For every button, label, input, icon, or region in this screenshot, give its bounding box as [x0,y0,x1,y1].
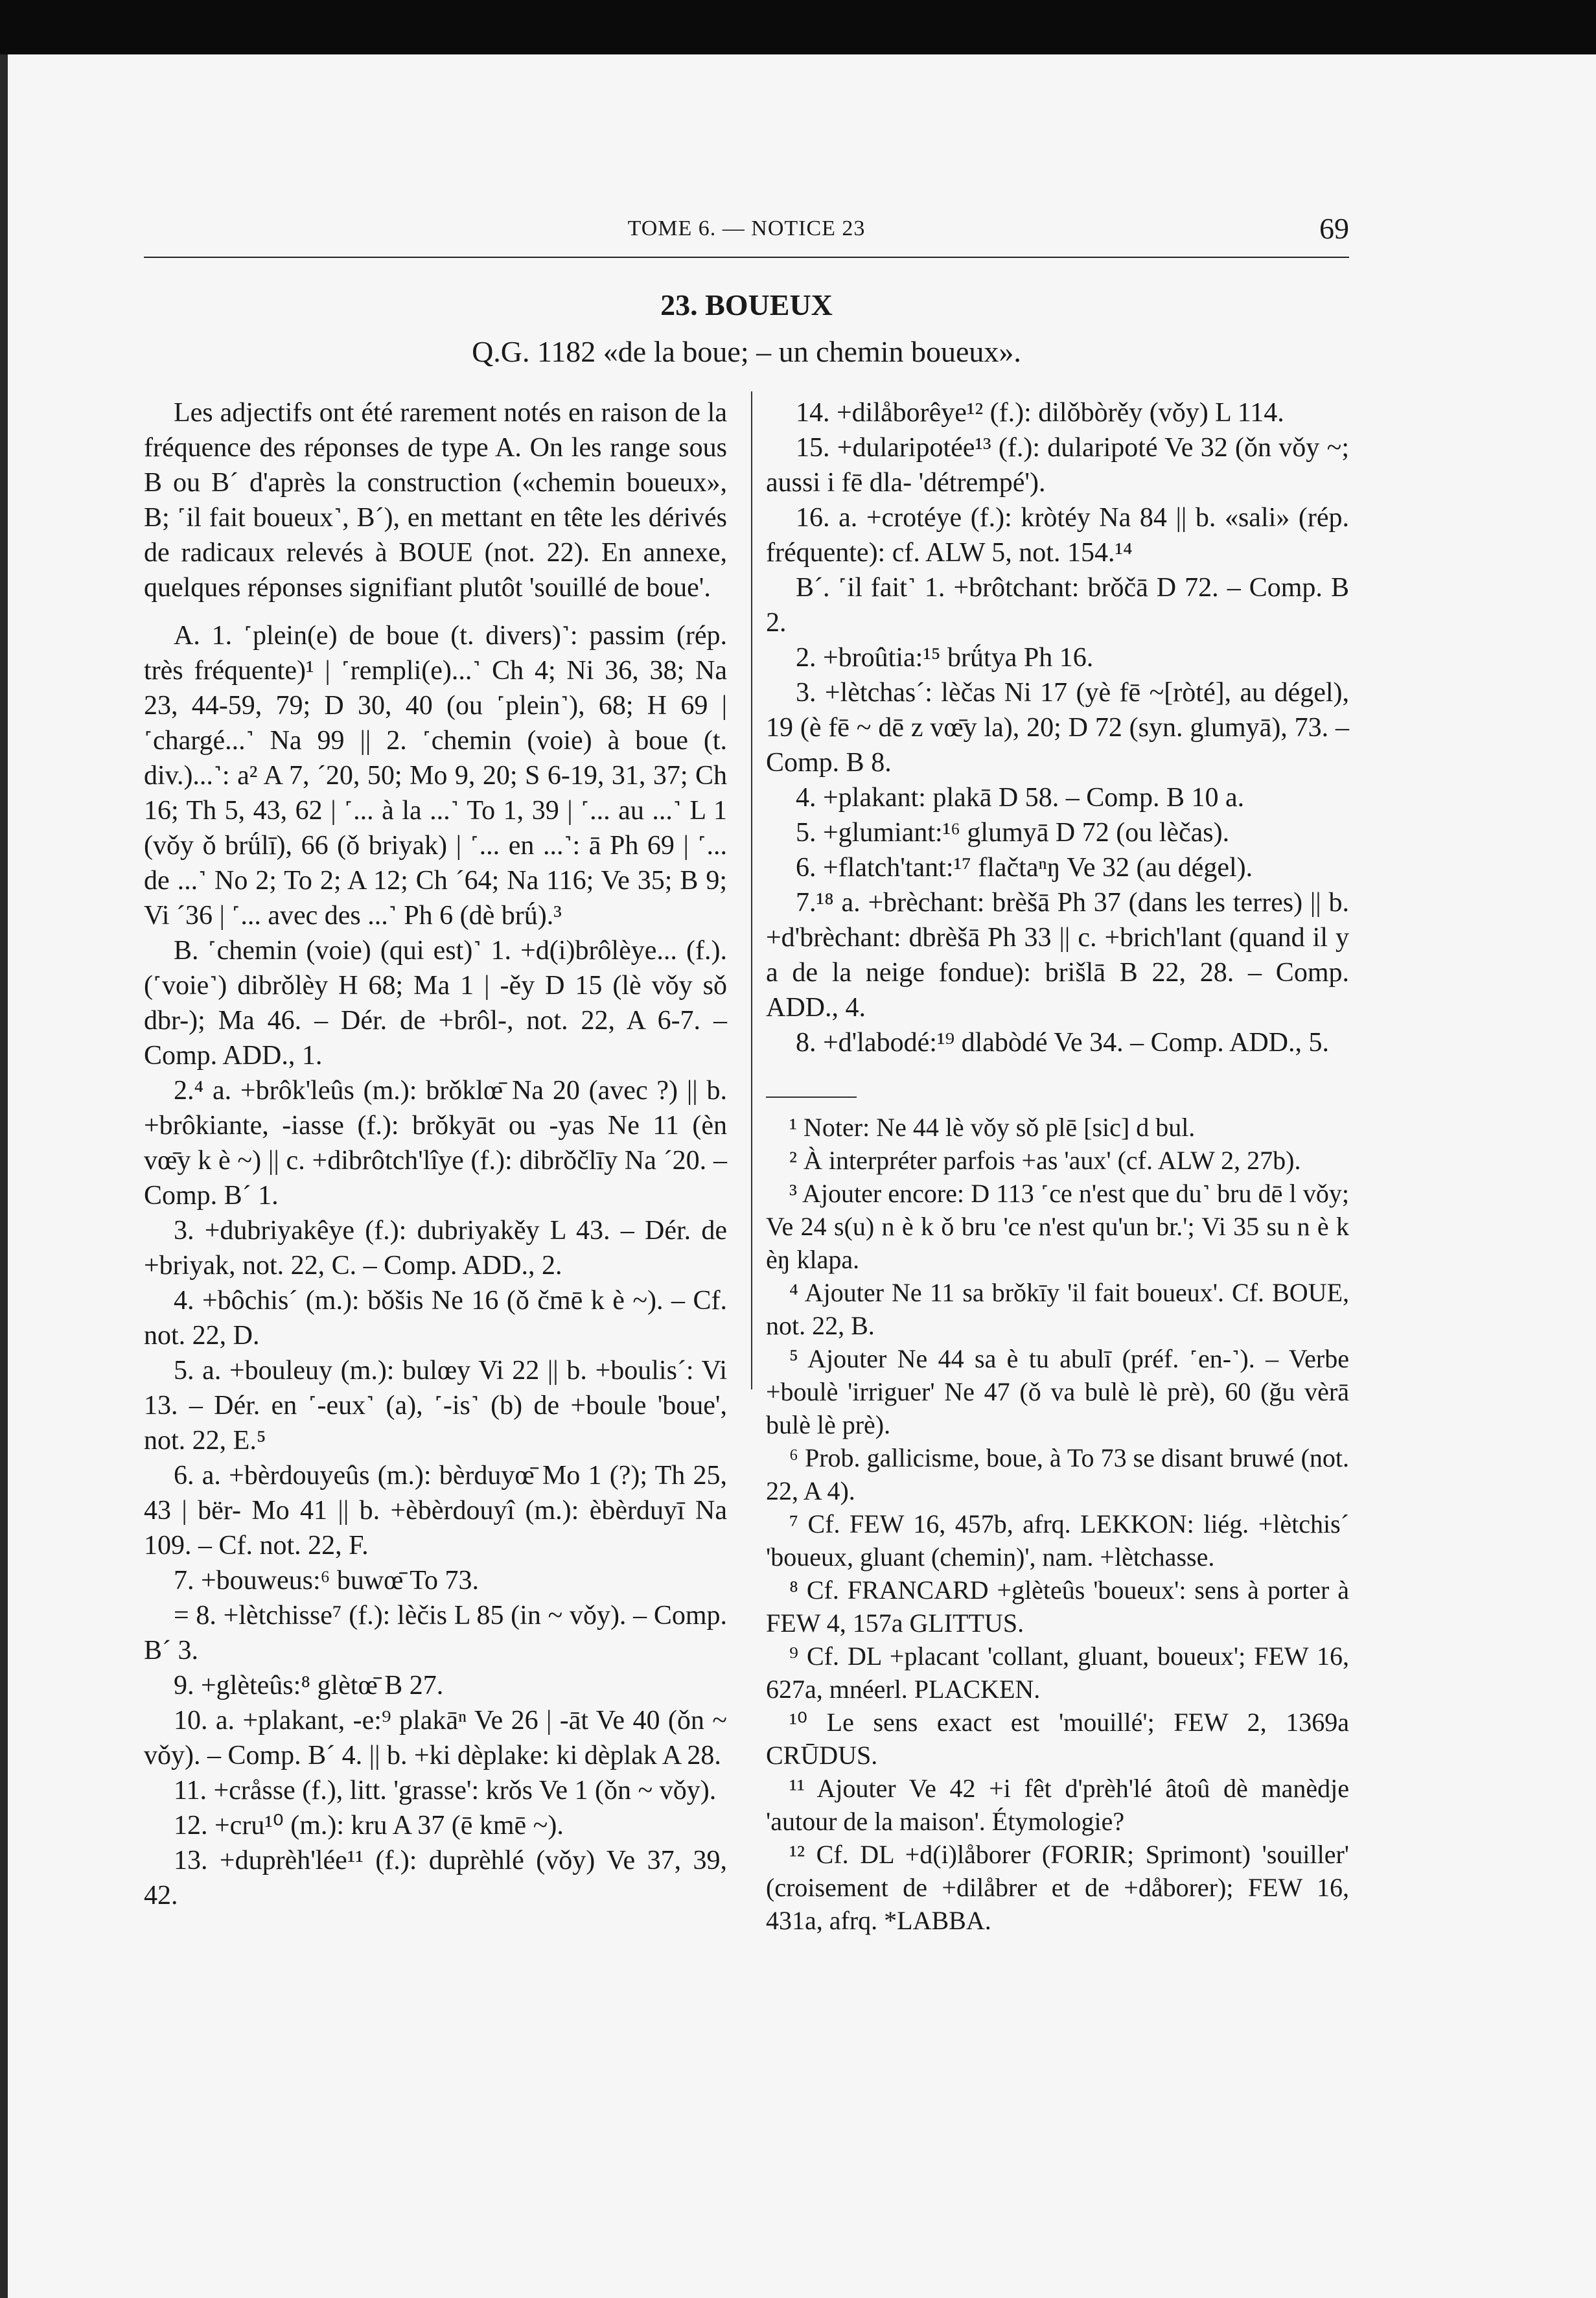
entry-paragraph: 5. a. +bouleuy (m.): bulœy Vi 22 || b. +boulis´: Vi 13. – Dér. en ˹-eux˺ (a), ˹-is˺ (b) de +boule 'boue', not. 22, E.⁵ [144,1356,727,1456]
entry-paragraph: 7. +bouweus:⁶ buwœ̄ To 73. [174,1566,479,1596]
notice-question: Q.G. 1182 «de la boue; – un chemin boueux». [472,335,1021,368]
entry-paragraph: 10. a. +plakant, -e:⁹ plakāⁿ Ve 26 | -āt Ve 40 (ǒn ~ vǒy). – Comp. B´ 4. || b. +ki dèplake: ki dèplak A 28. [144,1706,727,1770]
scanner-top-border [0,0,1596,54]
entry-paragraph: 6. a. +bèrdouyeûs (m.): bèrduyœ̄ Mo 1 (?); Th 25, 43 | bër- Mo 41 || b. +èbèrdouyî (m.): èbèrduyī Na 109. – Cf. not. 22, F. [144,1461,727,1561]
entry-paragraph: 16. a. +crotéye (f.): kròtéy Na 84 || b. «sali» (rép. fréquente): cf. ALW 5, not. 154.¹⁴ [766,503,1349,568]
footnote: ¹¹ Ajouter Ve 42 +i fêt d'prèh'lé âtoû dè manèdje 'autour de la maison'. Étymologie? [766,1774,1349,1836]
notice-title: 23. BOUEUX [660,288,833,321]
entry-paragraph: 7.¹⁸ a. +brèchant: brèšā Ph 37 (dans les terres) || b. +d'brèchant: dbrèšā Ph 33 || c. +brich'lant (quand il y a de la neige fondue): brišlā B 22, 28. – Comp. ADD., 4. [766,888,1349,1023]
footnote: ¹² Cf. DL +d(i)låborer (FORIR; Sprimont) 'souiller' (croisement de +dilåbrer et de +dåborer); FEW 16, 431a, afrq. *LABBA. [766,1840,1349,1935]
entry-paragraph: 5. +glumiant:¹⁶ glumyā D 72 (ou lèčas). [796,818,1230,848]
entry-paragraph: A. 1. ˹plein(e) de boue (t. divers)˺: passim (rép. très fréquente)¹ | ˹rempli(e)...˺ Ch 4; Ni 36, 38; Na 23, 44-59, 79; D 30, 40 (ou ˹plein˺), 68; H 69 | ˹chargé...˺ Na 99 || 2. ˹chemin (voie) à boue (t. div.)...˺: a² A 7, ´20, 50; Mo 9, 20; S 6-19, 31, 37; Ch 16; Th 5, 43, 62 | ˹... à la ...˺ To 1, 39 | ˹... au ...˺ L 1 (vǒy ǒ brǘlī), 66 (ǒ briyak) | ˹... en ...˺: ā Ph 69 | ˹... de ...˺ No 2; To 2; A 12; Ch ´64; Na 116; Ve 35; B 9; Vi ´36 | ˹... avec des ...˺ Ph 6 (dè brǘ).³ [144,621,727,931]
entry-paragraph: 11. +cråsse (f.), litt. 'grasse': krǒs Ve 1 (ǒn ~ vǒy). [174,1776,717,1805]
entry-paragraph: 13. +duprèh'lée¹¹ (f.): duprèhlé (vǒy) Ve 37, 39, 42. [144,1846,727,1910]
intro-paragraph: Les adjectifs ont été rarement notés en raison de la fréquence des réponses de type A. On les range sous B ou B´ d'après la construction («chemin boueux», B; ˹il fait boueux˺, B´), en mettant en tête les dérivés de radicaux relevés à BOUE (not. 22). En annexe, quelques réponses signifiant plutôt 'souillé de boue'. [144,398,727,603]
footnote: ⁹ Cf. DL +placant 'collant, gluant, boueux'; FEW 16, 627a, mnéerl. PLACKEN. [766,1642,1349,1704]
entry-paragraph: 3. +dubriyakêye (f.): dubriyakěy L 43. – Dér. de +briyak, not. 22, C. – Comp. ADD., 2. [144,1216,727,1281]
entry-paragraph: 9. +glèteûs:⁸ glètœ̄ B 27. [174,1671,444,1700]
right-column [766,395,1349,1937]
footnote: ² À interpréter parfois +as 'aux' (cf. ALW 2, 27b). [789,1146,1301,1175]
entry-paragraph: 2. +broûtia:¹⁵ brǘtya Ph 16. [796,643,1094,673]
entry-paragraph: B´. ˹il fait˺ 1. +brôtchant: brǒčā D 72. – Comp. B 2. [766,573,1349,638]
left-column [144,395,727,1913]
footnote-rule [766,1097,857,1098]
entry-paragraph: 15. +dularipotée¹³ (f.): dularipoté Ve 32 (ǒn vǒy ~; aussi i fē dla- 'détrempé'). [766,433,1349,498]
entry-paragraph: 2.⁴ a. +brôk'leûs (m.): brǒklœ̄ Na 20 (avec ?) || b. +brôkiante, -iasse (f.): brǒkyāt ou -yas Ne 11 (èn vœ̄y k è ~) || c. +dibrôtch'lîye (f.): dibrǒčlīy Na ´20. – Comp. B´ 1. [144,1076,727,1211]
entry-paragraph: = 8. +lètchisse⁷ (f.): lèčis L 85 (in ~ vǒy). – Comp. B´ 3. [144,1601,727,1665]
running-head-title: TOME 6. — NOTICE 23 [627,216,866,240]
footnote: ⁵ Ajouter Ne 44 sa è tu abulī (préf. ˹en-˺). – Verbe +boulè 'irriguer' Ne 47 (ǒ va bulè lè prè), 60 (ğu vèrā bulè lè prè). [766,1344,1349,1439]
entry-paragraph: 4. +plakant: plakā D 58. – Comp. B 10 a. [796,783,1245,813]
footnote: ⁴ Ajouter Ne 11 sa brǒkīy 'il fait boueux'. Cf. BOUE, not. 22, B. [766,1278,1349,1340]
page-number: 69 [1319,212,1349,245]
column-divider [751,391,752,1389]
running-head [144,212,1349,255]
entry-paragraph: B. ˹chemin (voie) (qui est)˺ 1. +d(i)brôlèye... (f.). (˹voie˺) dibrǒlèy H 68; Ma 1 | -ěy D 15 (lè vǒy sǒ dbr-); Ma 46. – Dér. de +brôl-, not. 22, A 6-7. – Comp. ADD., 1. [144,936,727,1071]
entry-paragraph: 12. +cru¹⁰ (m.): kru A 37 (ē kmē ~). [174,1811,564,1840]
footnote: ⁸ Cf. FRANCARD +glèteûs 'boueux': sens à porter à FEW 4, 157a GLITTUS. [766,1575,1349,1638]
entry-paragraph: 14. +dilåborêye¹² (f.): dilǒbòrěy (vǒy) L 114. [796,398,1284,428]
footnote: ³ Ajouter encore: D 113 ˹ce n'est que du˺ bru dē l vǒy; Ve 24 s(u) n è k ǒ bru 'ce n'est qu'un br.'; Vi 35 su n è k èŋ klapa. [766,1179,1349,1274]
header-rule [144,257,1349,258]
entry-paragraph: 6. +flatch'tant:¹⁷ flačtaⁿŋ Ve 32 (au dégel). [796,853,1253,883]
footnote: ¹ Noter: Ne 44 lè vǒy sǒ plē [sic] d bul. [789,1113,1196,1142]
entry-paragraph: 8. +d'labodé:¹⁹ dlabòdé Ve 34. – Comp. ADD., 5. [796,1028,1329,1058]
entry-paragraph: 4. +bôchis´ (m.): bǒšis Ne 16 (ǒ čmē k è ~). – Cf. not. 22, D. [144,1286,727,1351]
footnote: ⁶ Prob. gallicisme, boue, à To 73 se disant bruwé (not. 22, A 4). [766,1443,1349,1505]
entry-paragraph: 3. +lètchas´: lèčas Ni 17 (yè fē ~[ròté], au dégel), 19 (è fē ~ dē z vœ̄y la), 20; D 72 (syn. glumyā), 73. – Comp. B 8. [766,678,1349,778]
scanner-left-border [0,54,8,2298]
footnote: ¹⁰ Le sens exact est 'mouillé'; FEW 2, 1369a CRŪDUS. [766,1708,1349,1770]
footnote: ⁷ Cf. FEW 16, 457b, afrq. LEKKON: liég. +lètchis´ 'boueux, gluant (chemin)', nam. +lètchasse. [766,1509,1349,1572]
